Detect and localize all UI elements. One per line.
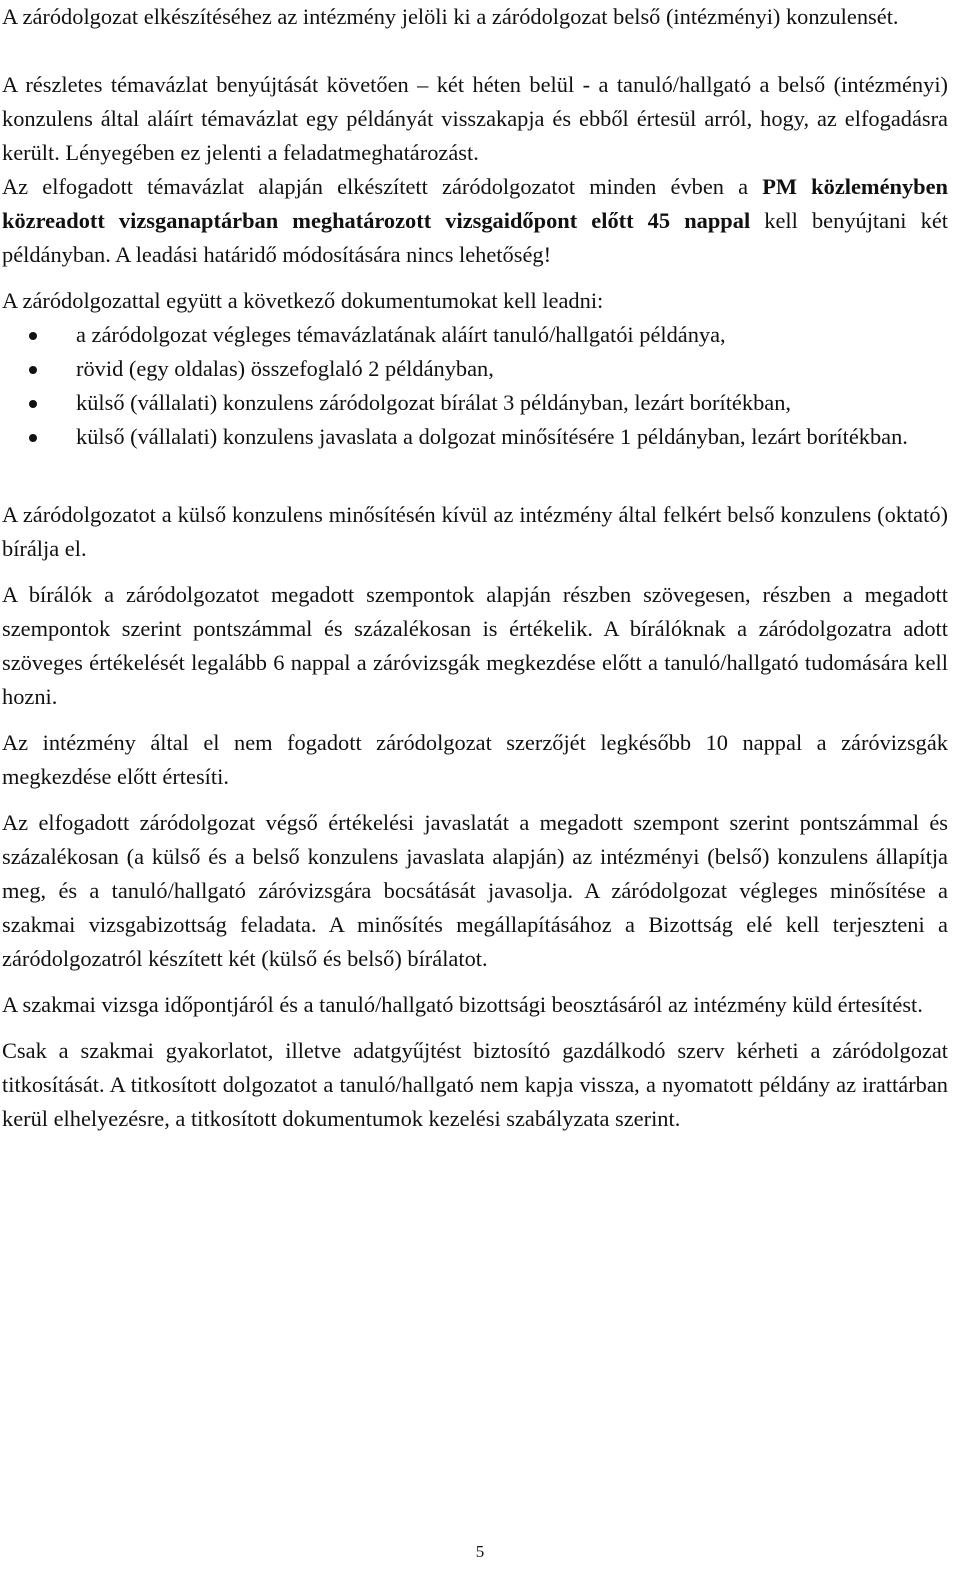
paragraph-konzulens: A záródolgozat elkészítéséhez az intézmény jelöli ki a záródolgozat belső (intézményi) konzulensét. <box>2 4 899 29</box>
bullet-icon <box>29 434 37 442</box>
list-item-text: rövid (egy oldalas) összefoglaló 2 példányban, <box>76 356 494 381</box>
list-item <box>2 386 948 420</box>
paragraph-titkositas: Csak a szakmai gyakorlatot, illetve adatgyűjtést biztosító gazdálkodó szerv kérheti a záródolgozat titkosítását. A titkosított dolgozatot a tanuló/hallgató nem kapja vissza, a nyomatott példány az irattárban kerül elhelyezésre, a titkosított dokumentumok kezelési szabályzata szerint. <box>2 1038 948 1131</box>
paragraph-ertekeles: A bírálók a záródolgozatot megadott szempontok alapján részben szövegesen, részben a megadott szempontok szerint pontszámmal és százalékosan is értékelik. A bírálóknak a záródolgozatra adott szöveges értékelését legalább 6 nappal a záróvizsgák megkezdése előtt a tanuló/hallgató tudomására kell hozni. <box>2 582 948 709</box>
paragraph-elutasitas: Az intézmény által el nem fogadott záródolgozat szerzőjét legkésőbb 10 nappal a záróvizsgák megkezdése előtt értesíti. <box>2 730 948 789</box>
paragraph-temavazlat: A részletes témavázlat benyújtását követően – két héten belül - a tanuló/hallgató a belső (intézményi) konzulens által aláírt témavázlat egy példányát visszakapja és ebből értesül arról, hogy, az elfogadásra került. Lényegében ez jelenti a feladatmeghatározást. <box>2 72 948 165</box>
paragraph-ertesites: A szakmai vizsga időpontjáról és a tanuló/hallgató bizottsági beosztásáról az intézmény küld értesítést. <box>2 992 923 1017</box>
paragraph-benyujtas <box>2 170 948 272</box>
list-item-text: külső (vállalati) konzulens záródolgozat bírálat 3 példányban, lezárt borítékban, <box>76 390 791 415</box>
list-item <box>2 352 948 386</box>
document-list <box>2 318 948 454</box>
bullet-icon <box>29 332 37 340</box>
deadline-emphasis: PM közleményben közreadott vizsganaptárban meghatározott vizsgaidőpont előtt 45 nappal <box>2 174 949 233</box>
paragraph-benyujtas-end: kell benyújtani két példányban. A leadási határidő módosítására nincs lehetőség! <box>2 208 948 267</box>
list-item-text: külső (vállalati) konzulens javaslata a dolgozat minősítésére 1 példányban, lezárt borítékban. <box>76 424 908 449</box>
bullet-icon <box>29 400 37 408</box>
paragraph-benyujtas-start: Az elfogadott témavázlat alapján elkészített záródolgozatot minden évben a <box>2 174 763 199</box>
bullet-icon <box>29 366 37 374</box>
paragraph-dokumentumok: A záródolgozattal együtt a következő dokumentumokat kell leadni: <box>2 288 604 313</box>
document-page <box>2 0 948 1136</box>
paragraph-biralas: A záródolgozatot a külső konzulens minősítésén kívül az intézmény által felkért belső konzulens (oktató) bírálja el. <box>2 502 948 561</box>
paragraph-vegso-ertekeles: Az elfogadott záródolgozat végső értékelési javaslatát a megadott szempont szerint pontszámmal és százalékosan (a külső és a belső konzulens javaslata alapján) az intézményi (belső) konzulens állapítja meg, és a tanuló/hallgató záróvizsgára bocsátását javasolja. A záródolgozat végleges minősítése a szakmai vizsgabizottság feladata. A minősítés megállapításához a Bizottság elé kell terjeszteni a záródolgozatról készített két (külső és belső) bírálatot. <box>2 810 948 971</box>
list-item <box>2 420 948 454</box>
list-item <box>2 318 948 352</box>
list-item-text: a záródolgozat végleges témavázlatának aláírt tanuló/hallgatói példánya, <box>76 322 726 347</box>
page-number: 5 <box>475 1542 485 1561</box>
